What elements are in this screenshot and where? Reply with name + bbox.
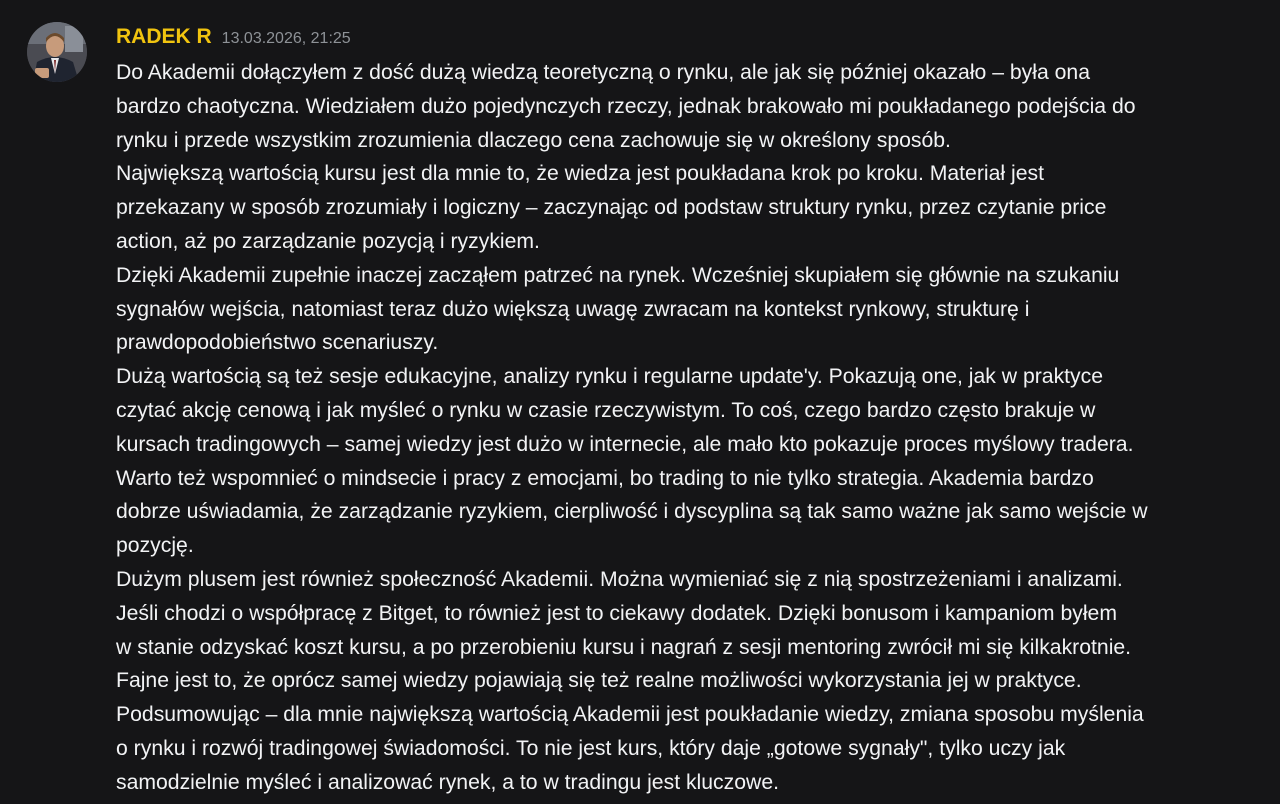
message-timestamp: 13.03.2026, 21:25 <box>221 30 351 47</box>
message-line: czytać akcję cenową i jak myśleć o rynku w czasie rzeczywistym. To coś, czego bardzo często brakuje w <box>116 398 1096 422</box>
message-line: w stanie odzyskać koszt kursu, a po przerobieniu kursu i nagrań z sesji mentoring zwrócił mi się kilkakrotnie. <box>116 635 1132 659</box>
message-header <box>116 25 351 51</box>
avatar-photo <box>27 22 87 82</box>
message-line: Podsumowując – dla mnie największą wartością Akademii jest poukładanie wiedzy, zmiana sposobu myślenia <box>116 703 1144 727</box>
message-line: bardzo chaotyczna. Wiedziałem dużo pojedynczych rzeczy, jednak brakowało mi poukładanego podejścia do <box>116 94 1136 118</box>
message-line: prawdopodobieństwo scenariuszy. <box>116 331 439 355</box>
message-line: pozycję. <box>116 534 194 558</box>
author-name[interactable]: RADEK R <box>116 25 212 48</box>
message-line: przekazany w sposób zrozumiały i logiczny – zaczynając od podstaw struktury rynku, przez czytanie price <box>116 196 1107 220</box>
message-line: action, aż po zarządzanie pozycją i ryzykiem. <box>116 229 540 253</box>
message-line: Jeśli chodzi o współpracę z Bitget, to również jest to ciekawy dodatek. Dzięki bonusom i kampaniom byłem <box>116 601 1117 625</box>
message-line: Największą wartością kursu jest dla mnie to, że wiedza jest poukładana krok po kroku. Materiał jest <box>116 162 1044 186</box>
message-line: Dużym plusem jest również społeczność Akademii. Można wymieniać się z nią spostrzeżeniami i analizami. <box>116 567 1123 591</box>
message-line: samodzielnie myśleć i analizować rynek, a to w tradingu jest kluczowe. <box>116 770 779 794</box>
message-line: Warto też wspomnieć o mindsecie i pracy z emocjami, bo trading to nie tylko strategia. Akademia bardzo <box>116 466 1094 490</box>
message-line: dobrze uświadamia, że zarządzanie ryzykiem, cierpliwość i dyscyplina są tak samo ważne jak samo wejście w <box>116 500 1148 524</box>
user-avatar[interactable] <box>27 22 87 82</box>
message-line: Do Akademii dołączyłem z dość dużą wiedzą teoretyczną o rynku, ale jak się później okazało – była ona <box>116 61 1090 84</box>
message-line: o rynku i rozwój tradingowej świadomości. To nie jest kurs, który daje „gotowe sygnały", tylko uczy jak <box>116 736 1066 760</box>
message-line: sygnałów wejścia, natomiast teraz dużo większą uwagę zwracam na kontekst rynkowy, strukturę i <box>116 297 1030 321</box>
message-line: rynku i przede wszystkim zrozumienia dlaczego cena zachowuje się w określony sposób. <box>116 128 951 152</box>
message-line: kursach tradingowych – samej wiedzy jest dużo w internecie, ale mało kto pokazuje proces myślowy tradera. <box>116 432 1134 456</box>
message-line: Dużą wartością są też sesje edukacyjne, analizy rynku i regularne update'y. Pokazują one, jak w praktyce <box>116 365 1104 389</box>
message-content <box>116 56 1266 800</box>
message-line: Dzięki Akademii zupełnie inaczej zacząłem patrzeć na rynek. Wcześniej skupiałem się głównie na szukaniu <box>116 263 1120 287</box>
message-line: Fajne jest to, że oprócz samej wiedzy pojawiają się też realne możliwości wykorzystania jej w praktyce. <box>116 669 1082 693</box>
